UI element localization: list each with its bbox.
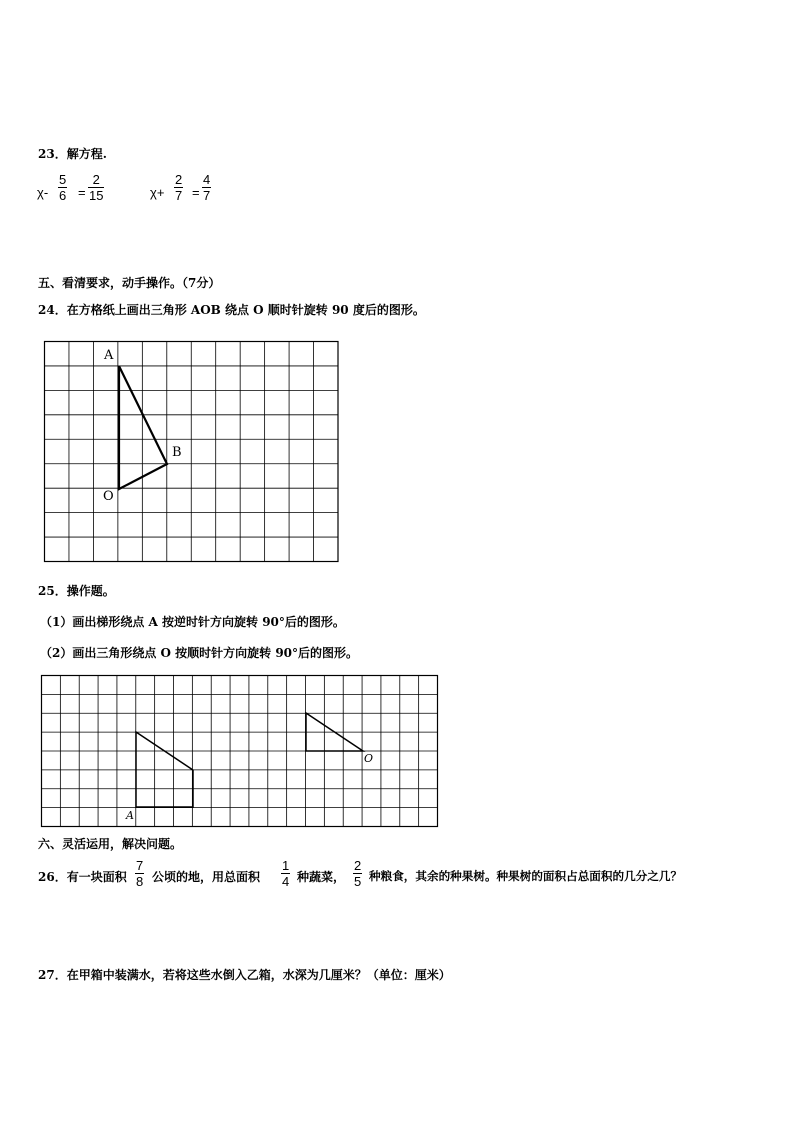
q26-part-4: 种粮食，其余的种果树。种果树的面积占总面积的几分之几？: [369, 869, 683, 883]
q25-label-a: A: [126, 809, 134, 822]
q26-part-1: 26．有一块面积: [38, 870, 127, 884]
q26-part-3: 种蔬菜，: [297, 870, 346, 884]
eq1-equals: =: [78, 185, 86, 200]
q26-fraction-1: [135, 858, 144, 889]
eq1-variable: χ-: [37, 185, 49, 200]
q25-grid: [42, 676, 438, 827]
q26-fraction-2: [281, 858, 290, 889]
q26-part-2: 公顷的地，用总面积: [152, 870, 261, 884]
section-6-heading: 六、灵活运用，解决问题。: [38, 837, 183, 851]
eq1-fraction-1-numerator: 5: [59, 172, 67, 187]
q26-fraction-1-numerator: 7: [136, 858, 144, 873]
q27-title: 27．在甲箱中装满水，若将这些水倒入乙箱，水深为几厘米？（单位：厘米）: [38, 968, 451, 982]
q25-label-o: O: [364, 752, 374, 765]
eq2-fraction-1-numerator: 2: [175, 172, 183, 187]
q24-label-o: O: [103, 489, 114, 504]
q24-label-b: B: [172, 445, 182, 460]
q24-label-a: A: [104, 348, 114, 363]
eq1-fraction-1-denominator: 6: [59, 188, 67, 203]
eq1-fraction-2-denominator: 15: [89, 188, 104, 203]
eq2-fraction-2-numerator: 4: [203, 172, 211, 187]
eq2-fraction-2-denominator: 7: [203, 188, 211, 203]
q24-title: 24．在方格纸上画出三角形 AOB 绕点 O 顺时针旋转 90 度后的图形。: [38, 303, 425, 317]
q25-title: 25．操作题。: [38, 584, 115, 598]
q26-fraction-2-numerator: 1: [282, 858, 290, 873]
eq2-fraction-1-denominator: 7: [175, 188, 183, 203]
section-5-heading: 五、看清要求，动手操作。（7分）: [38, 276, 221, 290]
q26-fraction-3-denominator: 5: [354, 874, 362, 889]
q25-part-2: （2）画出三角形绕点 O 按顺时针方向旋转 90°后的图形。: [40, 646, 359, 660]
q25-part-1: （1）画出梯形绕点 A 按逆时针方向旋转 90°后的图形。: [40, 615, 345, 629]
q26-fraction-1-denominator: 8: [136, 874, 144, 889]
q26-fraction-3-numerator: 2: [354, 858, 362, 873]
eq2-variable: χ+: [150, 185, 165, 200]
q26-fraction-2-denominator: 4: [282, 874, 290, 889]
q26-fraction-3: [353, 858, 362, 889]
q23-title: 23．解方程.: [38, 147, 107, 161]
eq1-fraction-2-numerator: 2: [92, 172, 100, 187]
eq2-equals: =: [192, 185, 200, 200]
